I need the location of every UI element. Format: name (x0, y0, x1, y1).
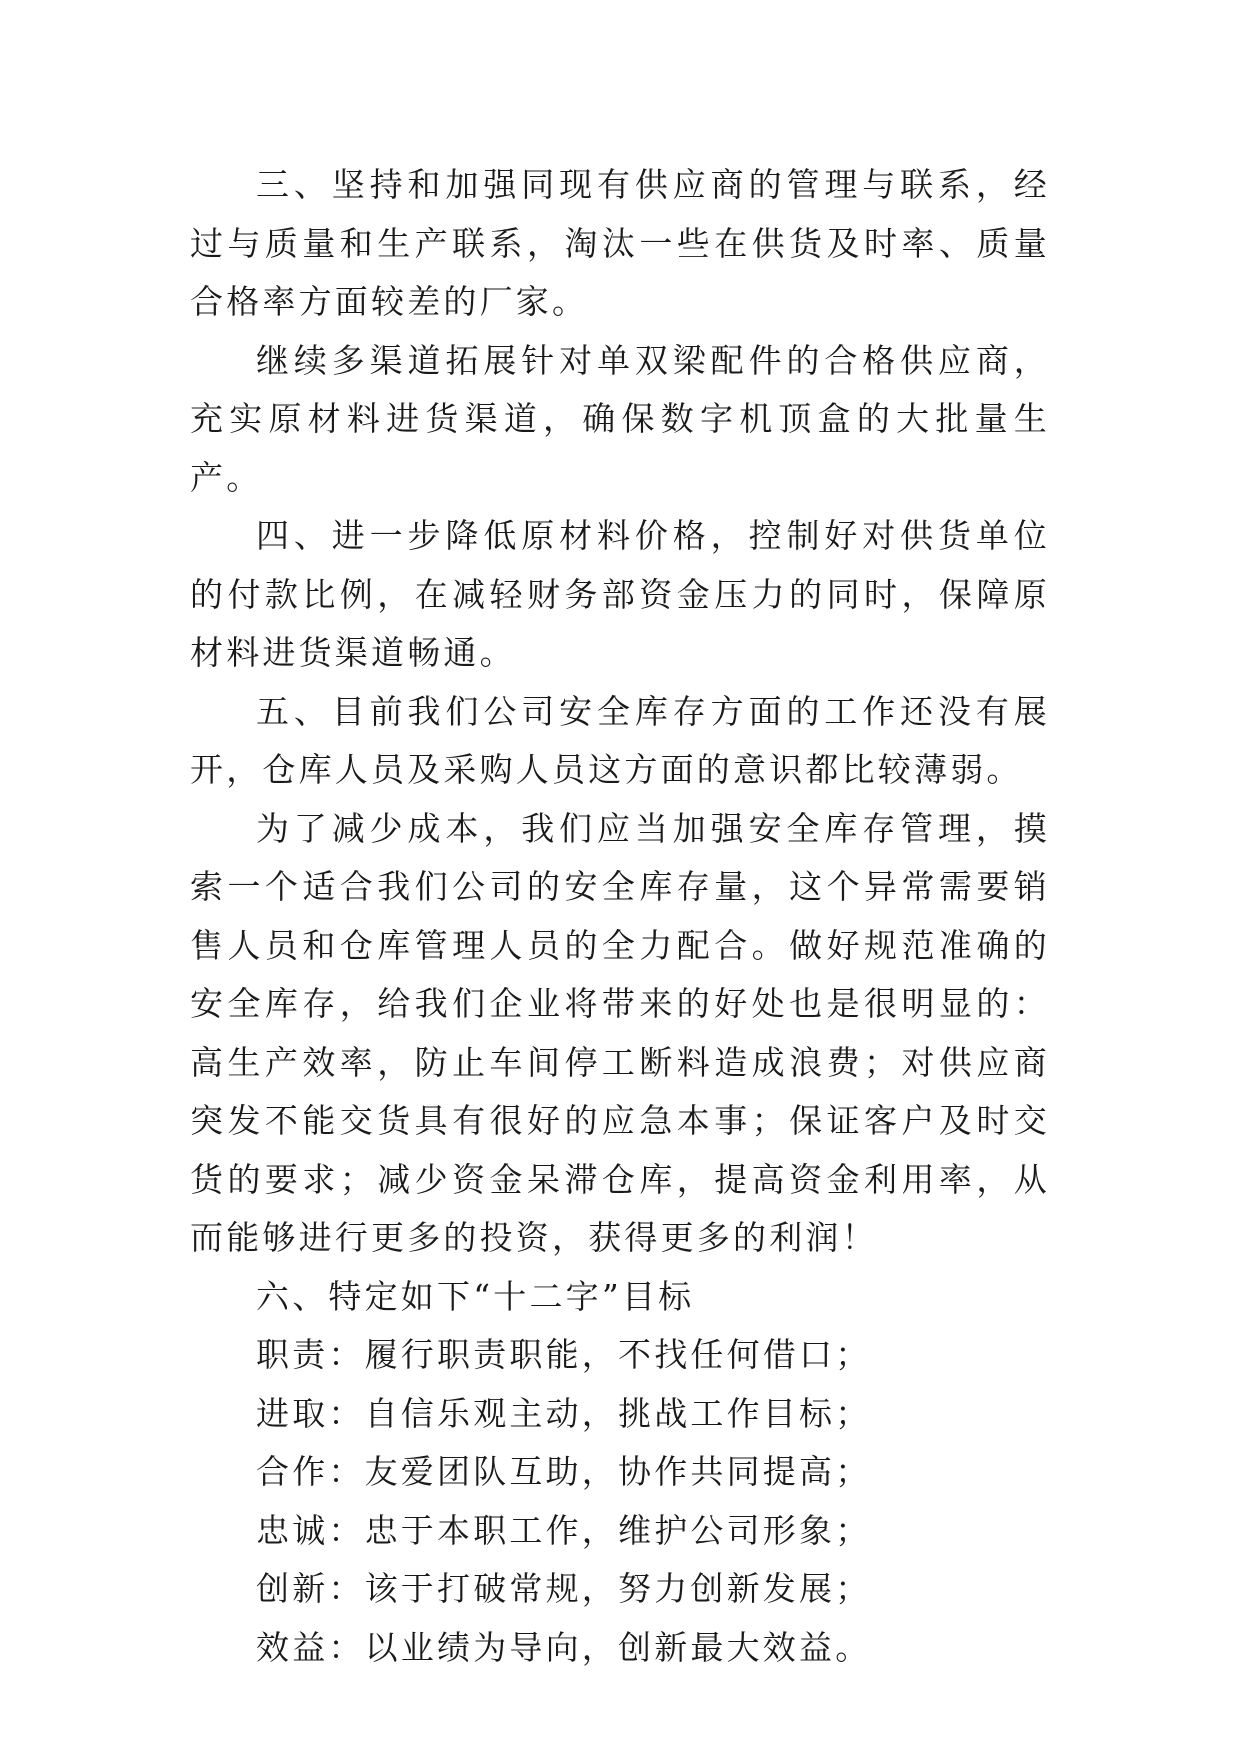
goals-heading: 六、特定如下“十二字”目标 (256, 1276, 695, 1316)
paragraph-reduce-cost: 为了减少成本，我们应当加强安全库存管理，摸索一个适合我们公司的安全库存量，这个异常需要销售人员和仓库管理人员的全力配合。做好规范准确的安全库存，给我们企业将带来的好处也是很明显的：高生产效率，防止车间停工断料造成浪费；对供应商突发不能交货具有很好的应急本事；保证客户及时交货的要求；减少资金呆滞仓库，提高资金利用率，从而能够进行更多的投资，获得更多的利润！ (190, 808, 1050, 1257)
goal-item-responsibility: 职责：履行职责职能，不找任何借口； (256, 1335, 872, 1374)
goal-item-innovation: 创新：该于打破常规，努力创新发展； (256, 1569, 872, 1608)
goal-item-loyalty: 忠诚：忠于本职工作，维护公司形象； (256, 1510, 872, 1550)
paragraph-supplier-management: 三、坚持和加强同现有供应商的管理与联系，经过与质量和生产联系，淘汰一些在供货及时率、质量合格率方面较差的厂家。 (190, 165, 1050, 321)
goal-item-initiative: 进取：自信乐观主动，挑战工作目标； (256, 1393, 872, 1433)
paragraph-reduce-price: 四、进一步降低原材料价格，控制好对供货单位的付款比例，在减轻财务部资金压力的同时，保障原材料进货渠道畅通。 (190, 516, 1050, 672)
goal-item-benefit: 效益：以业绩为导向，创新最大效益。 (256, 1627, 872, 1667)
paragraph-safety-stock: 五、目前我们公司安全库存方面的工作还没有展开，仓库人员及采购人员这方面的意识都比较薄弱。 (190, 691, 1050, 789)
goal-item-cooperation: 合作：友爱团队互助，协作共同提高； (256, 1452, 872, 1491)
document-body (190, 156, 1050, 1677)
paragraph-supplier-channels: 继续多渠道拓展针对单双梁配件的合格供应商，充实原材料进货渠道，确保数字机顶盒的大批量生产。 (190, 340, 1050, 497)
